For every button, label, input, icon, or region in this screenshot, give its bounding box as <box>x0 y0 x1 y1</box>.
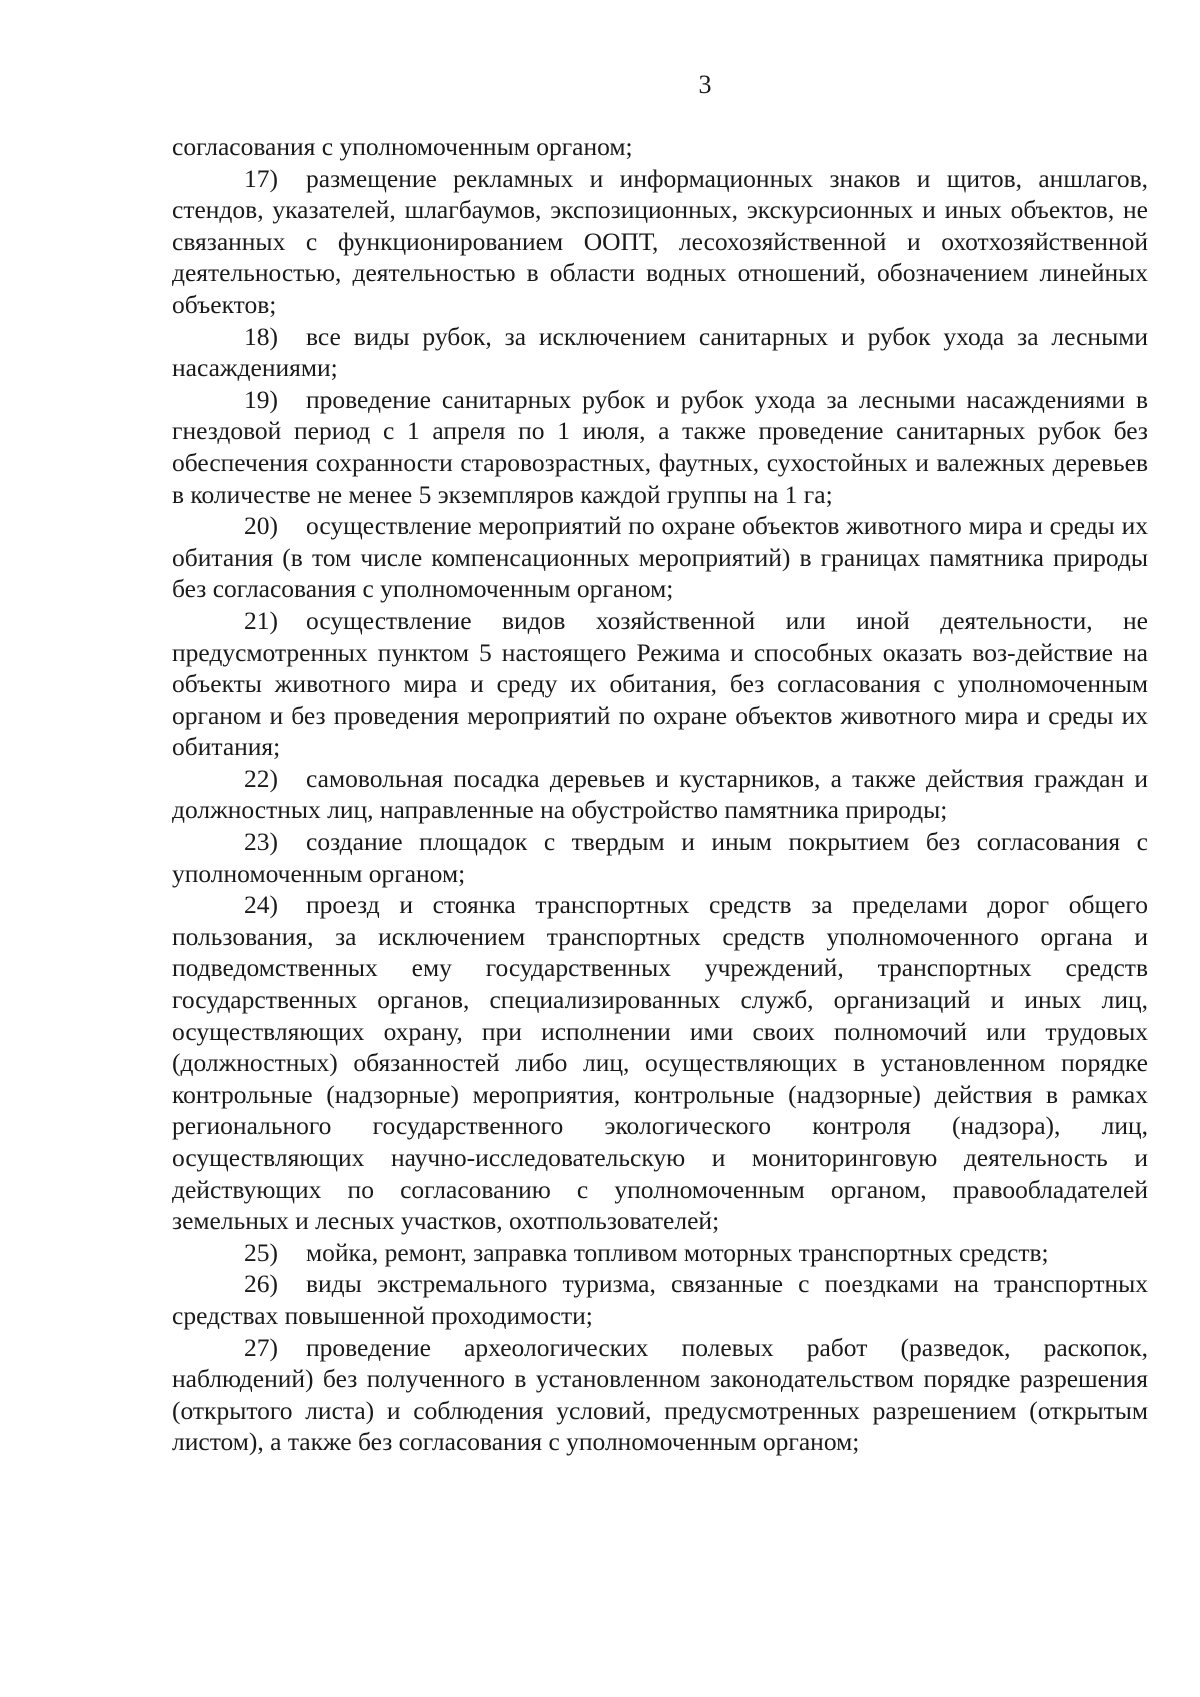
list-item <box>172 1237 1148 1269</box>
item-number: 20) <box>244 511 278 541</box>
intro-line: согласования с уполномоченным органом; <box>172 132 633 161</box>
list-item <box>172 510 1148 605</box>
item-text: создание площадок с твердым и иным покрытием без согласования с уполномоченным органом; <box>172 827 1148 888</box>
list-item <box>172 889 1148 1237</box>
item-text: проезд и стоянка транспортных средств за пределами дорог общего пользования, за исключением транспортных средств уполномоченного органа и подведомственных ему государственных учреждений, транспортных средств государственных органов, специализированных служб, организаций и иных лиц, осуществляющих охрану, при исполнении ими своих полномочий или трудовых (должностных) обязанностей либо лиц, осуществляющих в установленном порядке контрольные (надзорные) мероприятия, контрольные (надзорные) действия в рамках регионального государственного экологического контроля (надзора), лиц, осуществляющих научно-исследовательскую и мониторинговую деятельность и действующих по согласованию с уполномоченным органом, правообладателей земельных и лесных участков, охотпользователей; <box>172 890 1148 1236</box>
item-number: 23) <box>244 827 278 857</box>
item-text: самовольная посадка деревьев и кустарников, а также действия граждан и должностных лиц, направленные на обустройство памятника природы; <box>172 763 1148 825</box>
item-number: 27) <box>244 1332 278 1362</box>
list-item <box>172 1268 1148 1331</box>
item-text: размещение рекламных и информационных знаков и щитов, аншлагов, стендов, указателей, шлагбаумов, экспозиционных, экскурсионных и иных объектов, не связанных с функционированием ООПТ, лесохозяйственной и охотхозяйственной деятельностью, деятельностью в области водных отношений, обозначением линейных объектов; <box>172 163 1148 319</box>
item-number: 24) <box>244 890 278 920</box>
item-number: 22) <box>244 763 278 793</box>
list-item <box>172 826 1148 889</box>
list-item <box>172 605 1148 763</box>
list-item <box>172 384 1148 510</box>
item-number: 17) <box>244 163 278 193</box>
page-number: 3 <box>698 70 712 99</box>
item-list <box>172 163 1148 1458</box>
item-text: проведение археологических полевых работ (разведок, раскопок, наблюдений) без полученного в установленном законодательством порядке разрешения (открытого листа) и соблюдения условий, предусмотренных разрешением (открытым листом), а также без согласования с уполномоченным органом; <box>172 1332 1148 1457</box>
item-number: 19) <box>244 384 278 414</box>
item-text: все виды рубок, за исключением санитарных и рубок ухода за лесными насаждениями; <box>172 321 1148 383</box>
item-text: мойка, ремонт, заправка топливом моторных транспортных средств; <box>306 1237 1049 1267</box>
item-number: 18) <box>244 321 278 351</box>
item-text: проведение санитарных рубок и рубок ухода за лесными насаждениями в гнездовой период с 1 апреля по 1 июля, а также проведение санитарных рубок без обеспечения сохранности старовозрастных, фаутных, сухостойных и валежных деревьев в количестве не менее 5 экземпляров каждой группы на 1 га; <box>172 384 1148 509</box>
item-text: виды экстремального туризма, связанные с поездками на транспортных средствах повышенной проходимости; <box>172 1269 1148 1330</box>
item-text: осуществление мероприятий по охране объектов животного мира и среды их обитания (в том числе компенсационных мероприятий) в границах памятника природы без согласования с уполномоченным органом; <box>172 511 1148 604</box>
item-number: 21) <box>244 605 278 635</box>
item-number: 26) <box>244 1269 278 1299</box>
list-item <box>172 1332 1148 1458</box>
list-item <box>172 163 1148 321</box>
document-body <box>172 131 1148 1458</box>
item-text: осуществление видов хозяйственной или иной деятельности, не предусмотренных пунктом 5 настоящего Режима и способных оказать воз-действие на объекты животного мира и среду их обитания, без согласования с уполномоченным органом и без проведения мероприятий по охране объектов животного мира и среды их обитания; <box>172 605 1148 762</box>
list-item <box>172 321 1148 384</box>
list-item <box>172 763 1148 826</box>
item-number: 25) <box>244 1237 278 1267</box>
